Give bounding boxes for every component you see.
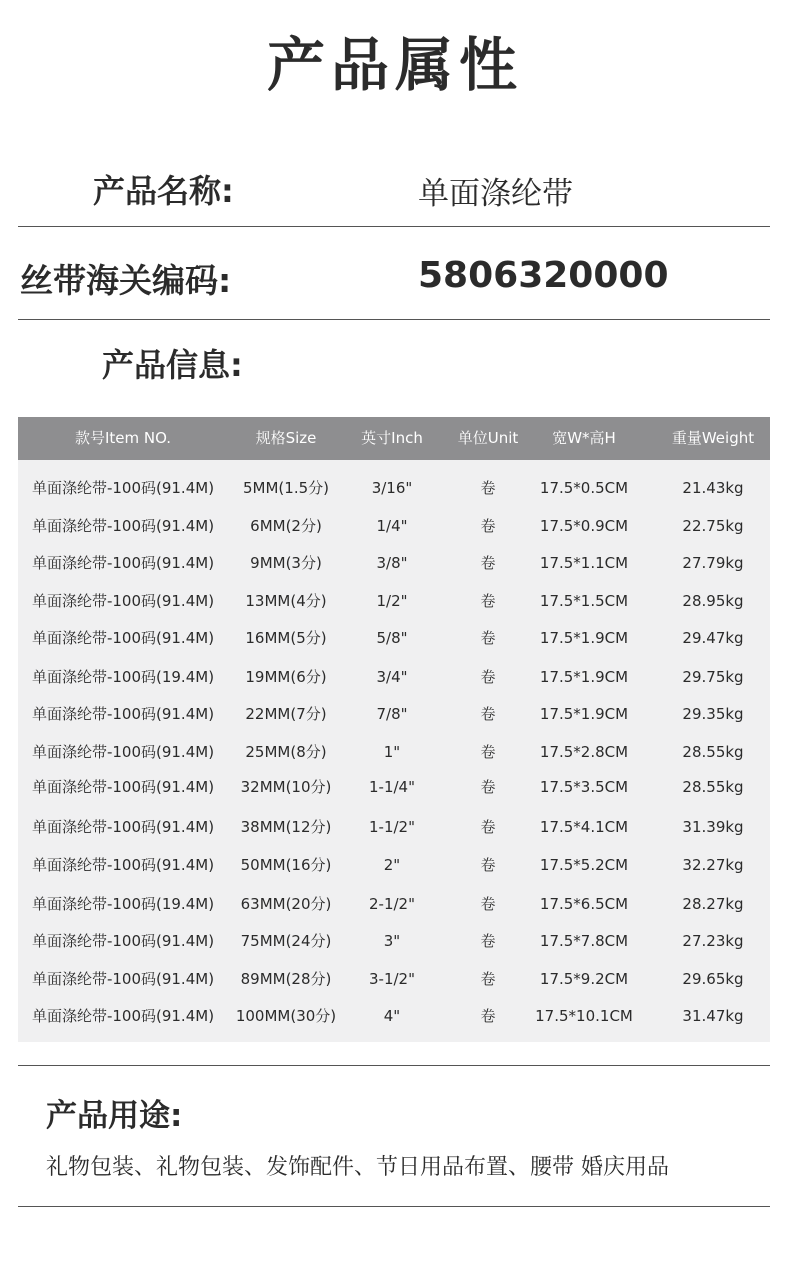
cell-col-inch: 3/16" bbox=[371, 479, 413, 497]
cell-col-unit: 卷 bbox=[480, 778, 496, 796]
cell-col-unit: 卷 bbox=[480, 895, 496, 913]
cell-col-item-no: 单面涤纶带-100码(91.4M) bbox=[31, 1007, 215, 1025]
cell-col-inch: 1/4" bbox=[376, 517, 408, 535]
cell-col-weight: 31.47kg bbox=[682, 1007, 744, 1025]
cell-col-inch: 3/8" bbox=[376, 554, 408, 572]
cell-col-size: 22MM(7分) bbox=[245, 705, 327, 723]
cell-col-item-no: 单面涤纶带-100码(91.4M) bbox=[31, 705, 215, 723]
header-col-size: 规格Size bbox=[255, 429, 317, 447]
cell-col-weight: 28.55kg bbox=[682, 743, 744, 761]
customs-code-label: 丝带海关编码: bbox=[20, 261, 232, 300]
cell-col-unit: 卷 bbox=[480, 743, 496, 761]
cell-col-unit: 卷 bbox=[480, 517, 496, 535]
usage-text: 礼物包装、礼物包装、发饰配件、节日用品布置、腰带 婚庆用品 bbox=[46, 1155, 669, 1180]
cell-col-size: 75MM(24分) bbox=[240, 932, 332, 950]
cell-col-inch: 3" bbox=[383, 932, 401, 950]
cell-col-size: 25MM(8分) bbox=[245, 743, 327, 761]
cell-col-inch: 7/8" bbox=[376, 705, 408, 723]
cell-col-inch: 4" bbox=[383, 1007, 401, 1025]
cell-col-inch: 2" bbox=[383, 856, 401, 874]
cell-col-inch: 3-1/2" bbox=[369, 970, 415, 988]
cell-col-item-no: 单面涤纶带-100码(19.4M) bbox=[31, 668, 215, 686]
cell-col-size: 63MM(20分) bbox=[240, 895, 332, 913]
cell-col-item-no: 单面涤纶带-100码(91.4M) bbox=[31, 629, 215, 647]
cell-col-inch: 2-1/2" bbox=[369, 895, 415, 913]
cell-col-size: 19MM(6分) bbox=[245, 668, 327, 686]
cell-col-dimensions: 17.5*1.1CM bbox=[539, 554, 629, 572]
cell-col-weight: 31.39kg bbox=[682, 818, 744, 836]
divider-1 bbox=[18, 226, 770, 227]
product-info-label: 产品信息: bbox=[102, 346, 243, 384]
cell-col-item-no: 单面涤纶带-100码(91.4M) bbox=[31, 932, 215, 950]
divider-4 bbox=[18, 1206, 770, 1207]
cell-col-dimensions: 17.5*1.9CM bbox=[539, 705, 629, 723]
cell-col-inch: 5/8" bbox=[376, 629, 408, 647]
cell-col-size: 6MM(2分) bbox=[250, 517, 322, 535]
cell-col-dimensions: 17.5*2.8CM bbox=[539, 743, 629, 761]
cell-col-unit: 卷 bbox=[480, 629, 496, 647]
cell-col-weight: 29.47kg bbox=[682, 629, 744, 647]
header-col-weight: 重量Weight bbox=[671, 429, 755, 447]
cell-col-dimensions: 17.5*5.2CM bbox=[539, 856, 629, 874]
cell-col-item-no: 单面涤纶带-100码(91.4M) bbox=[31, 778, 215, 796]
product-name-value: 单面涤纶带 bbox=[418, 176, 573, 212]
cell-col-dimensions: 17.5*9.2CM bbox=[539, 970, 629, 988]
cell-col-unit: 卷 bbox=[480, 856, 496, 874]
cell-col-size: 5MM(1.5分) bbox=[243, 479, 329, 497]
cell-col-dimensions: 17.5*10.1CM bbox=[535, 1007, 633, 1025]
table-header bbox=[18, 417, 770, 460]
cell-col-size: 13MM(4分) bbox=[245, 592, 327, 610]
cell-col-unit: 卷 bbox=[480, 668, 496, 686]
cell-col-inch: 3/4" bbox=[376, 668, 408, 686]
cell-col-dimensions: 17.5*3.5CM bbox=[539, 778, 629, 796]
cell-col-size: 89MM(28分) bbox=[240, 970, 332, 988]
cell-col-size: 100MM(30分) bbox=[235, 1007, 337, 1025]
cell-col-item-no: 单面涤纶带-100码(91.4M) bbox=[31, 517, 215, 535]
cell-col-unit: 卷 bbox=[480, 479, 496, 497]
usage-heading: 产品用途: bbox=[46, 1098, 183, 1134]
cell-col-weight: 28.55kg bbox=[682, 778, 744, 796]
cell-col-weight: 27.79kg bbox=[682, 554, 744, 572]
header-col-dimensions: 宽W*高H bbox=[552, 429, 616, 447]
cell-col-weight: 32.27kg bbox=[682, 856, 744, 874]
cell-col-weight: 28.95kg bbox=[682, 592, 744, 610]
cell-col-unit: 卷 bbox=[480, 554, 496, 572]
cell-col-item-no: 单面涤纶带-100码(91.4M) bbox=[31, 743, 215, 761]
cell-col-weight: 27.23kg bbox=[682, 932, 744, 950]
header-col-inch: 英寸Inch bbox=[361, 429, 423, 447]
cell-col-unit: 卷 bbox=[480, 705, 496, 723]
cell-col-size: 32MM(10分) bbox=[240, 778, 332, 796]
cell-col-item-no: 单面涤纶带-100码(91.4M) bbox=[31, 856, 215, 874]
cell-col-unit: 卷 bbox=[480, 1007, 496, 1025]
product-name-label: 产品名称: bbox=[93, 172, 234, 210]
cell-col-dimensions: 17.5*1.5CM bbox=[539, 592, 629, 610]
cell-col-unit: 卷 bbox=[480, 970, 496, 988]
cell-col-weight: 29.65kg bbox=[682, 970, 744, 988]
header-col-item-no: 款号Item NO. bbox=[74, 429, 172, 447]
cell-col-dimensions: 17.5*1.9CM bbox=[539, 668, 629, 686]
cell-col-weight: 28.27kg bbox=[682, 895, 744, 913]
cell-col-item-no: 单面涤纶带-100码(91.4M) bbox=[31, 592, 215, 610]
cell-col-unit: 卷 bbox=[480, 592, 496, 610]
divider-2 bbox=[18, 319, 770, 320]
cell-col-item-no: 单面涤纶带-100码(91.4M) bbox=[31, 970, 215, 988]
cell-col-dimensions: 17.5*4.1CM bbox=[539, 818, 629, 836]
cell-col-dimensions: 17.5*0.5CM bbox=[539, 479, 629, 497]
cell-col-weight: 29.35kg bbox=[682, 705, 744, 723]
header-col-unit: 单位Unit bbox=[457, 429, 519, 447]
cell-col-size: 16MM(5分) bbox=[245, 629, 327, 647]
spec-table bbox=[18, 417, 770, 1042]
page-title: 产品属性 bbox=[266, 31, 523, 99]
cell-col-size: 9MM(3分) bbox=[250, 554, 322, 572]
divider-3 bbox=[18, 1065, 770, 1066]
cell-col-item-no: 单面涤纶带-100码(19.4M) bbox=[31, 895, 215, 913]
cell-col-dimensions: 17.5*7.8CM bbox=[539, 932, 629, 950]
cell-col-item-no: 单面涤纶带-100码(91.4M) bbox=[31, 818, 215, 836]
cell-col-dimensions: 17.5*1.9CM bbox=[539, 629, 629, 647]
cell-col-weight: 29.75kg bbox=[682, 668, 744, 686]
cell-col-unit: 卷 bbox=[480, 932, 496, 950]
customs-code-value: 5806320000 bbox=[418, 255, 669, 296]
cell-col-unit: 卷 bbox=[480, 818, 496, 836]
cell-col-weight: 22.75kg bbox=[682, 517, 744, 535]
cell-col-size: 50MM(16分) bbox=[240, 856, 332, 874]
cell-col-weight: 21.43kg bbox=[682, 479, 744, 497]
cell-col-dimensions: 17.5*6.5CM bbox=[539, 895, 629, 913]
cell-col-inch: 1" bbox=[383, 743, 401, 761]
cell-col-inch: 1-1/4" bbox=[369, 778, 415, 796]
cell-col-size: 38MM(12分) bbox=[240, 818, 332, 836]
cell-col-inch: 1/2" bbox=[376, 592, 408, 610]
cell-col-dimensions: 17.5*0.9CM bbox=[539, 517, 629, 535]
cell-col-inch: 1-1/2" bbox=[369, 818, 415, 836]
cell-col-item-no: 单面涤纶带-100码(91.4M) bbox=[31, 554, 215, 572]
cell-col-item-no: 单面涤纶带-100码(91.4M) bbox=[31, 479, 215, 497]
